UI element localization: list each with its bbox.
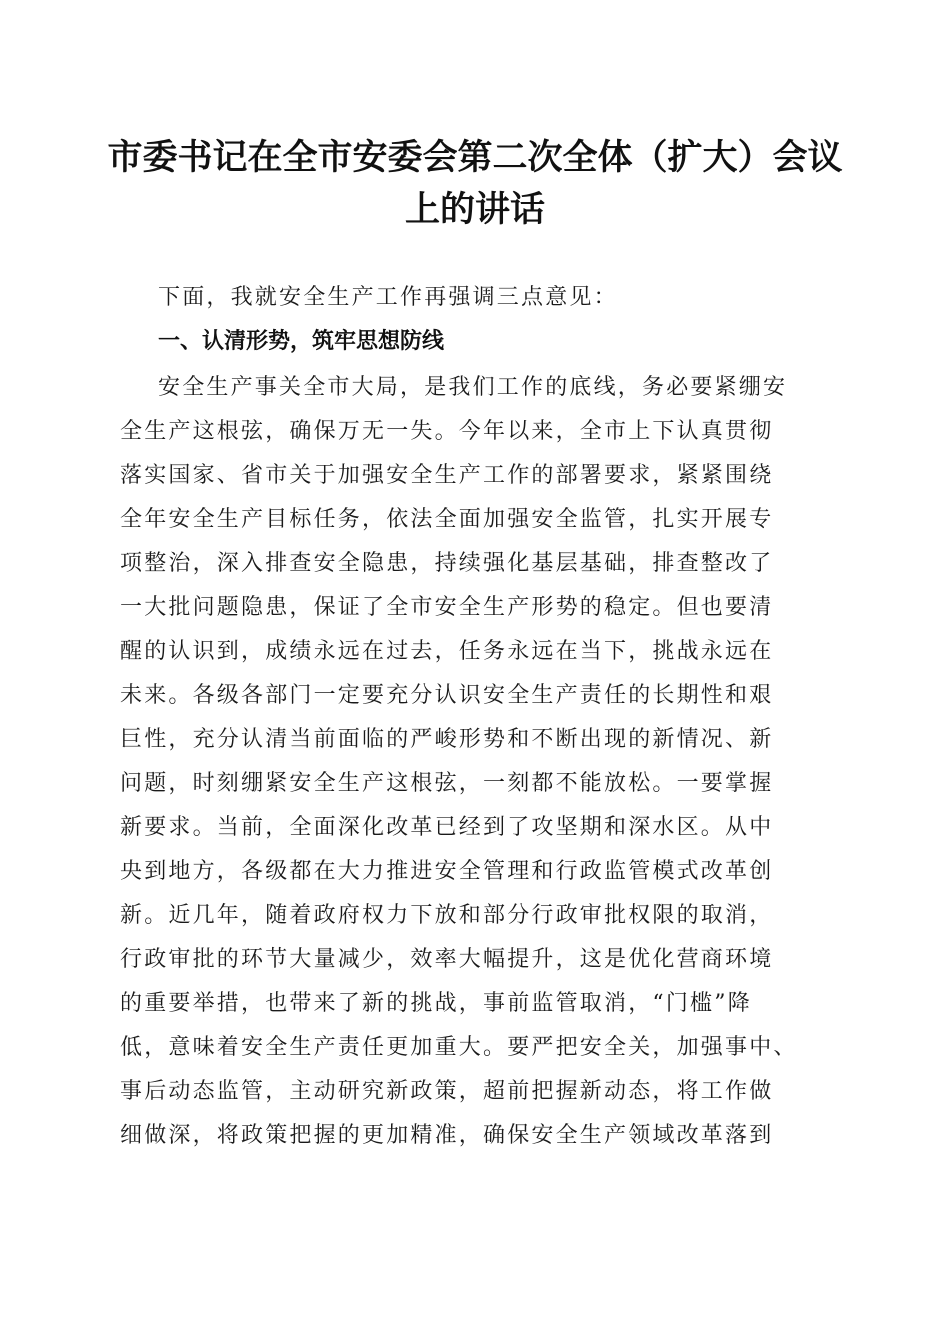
- body-line: 醒的认识到，成绩永远在过去，任务永远在当下，挑战永远在: [120, 639, 774, 664]
- intro-paragraph: 下面，我就安全生产工作再强调三点意见：: [158, 285, 618, 310]
- body-line: 全生产这根弦，确保万无一失。今年以来，全市上下认真贯彻: [120, 419, 774, 444]
- body-line: 巨性，充分认清当前面临的严峻形势和不断出现的新情况、新: [120, 727, 774, 752]
- body-line: 一大批问题隐患，保证了全市安全生产形势的稳定。但也要清: [120, 595, 774, 620]
- body-line: 低，意味着安全生产责任更加重大。要严把安全关，加强事中、: [120, 1035, 798, 1060]
- body-line: 全年安全生产目标任务，依法全面加强安全监管，扎实开展专: [120, 507, 774, 532]
- body-line: 央到地方，各级都在大力推进安全管理和行政监管模式改革创: [120, 859, 774, 884]
- body-line: 新要求。当前，全面深化改革已经到了攻坚期和深水区。从中: [120, 815, 774, 840]
- body-line: 细做深，将政策把握的更加精准，确保安全生产领域改革落到: [120, 1123, 774, 1148]
- body-line: 安全生产事关全市大局，是我们工作的底线，务必要紧绷安: [158, 375, 788, 400]
- body-line: 事后动态监管，主动研究新政策，超前把握新动态，将工作做: [120, 1079, 774, 1104]
- body-line: 新。近几年，随着政府权力下放和部分行政审批权限的取消，: [120, 903, 774, 928]
- document-title: 市委书记在全市安委会第二次全体（扩大）会议上的讲话: [107, 137, 843, 230]
- section-heading: 一、认清形势，筑牢思想防线: [158, 329, 445, 354]
- body-line: 的重要举措，也带来了新的挑战，事前监管取消，“门槛”降: [120, 991, 752, 1016]
- body-line: 问题，时刻绷紧安全生产这根弦，一刻都不能放松。一要掌握: [120, 771, 774, 796]
- body-paragraph: [120, 366, 850, 1158]
- body-line: 落实国家、省市关于加强安全生产工作的部署要求，紧紧围绕: [120, 463, 774, 488]
- body-line: 未来。各级各部门一定要充分认识安全生产责任的长期性和艰: [120, 683, 774, 708]
- body-line: 项整治，深入排查安全隐患，持续强化基层基础，排查整改了: [120, 551, 774, 576]
- body-line: 行政审批的环节大量减少，效率大幅提升，这是优化营商环境: [120, 947, 774, 972]
